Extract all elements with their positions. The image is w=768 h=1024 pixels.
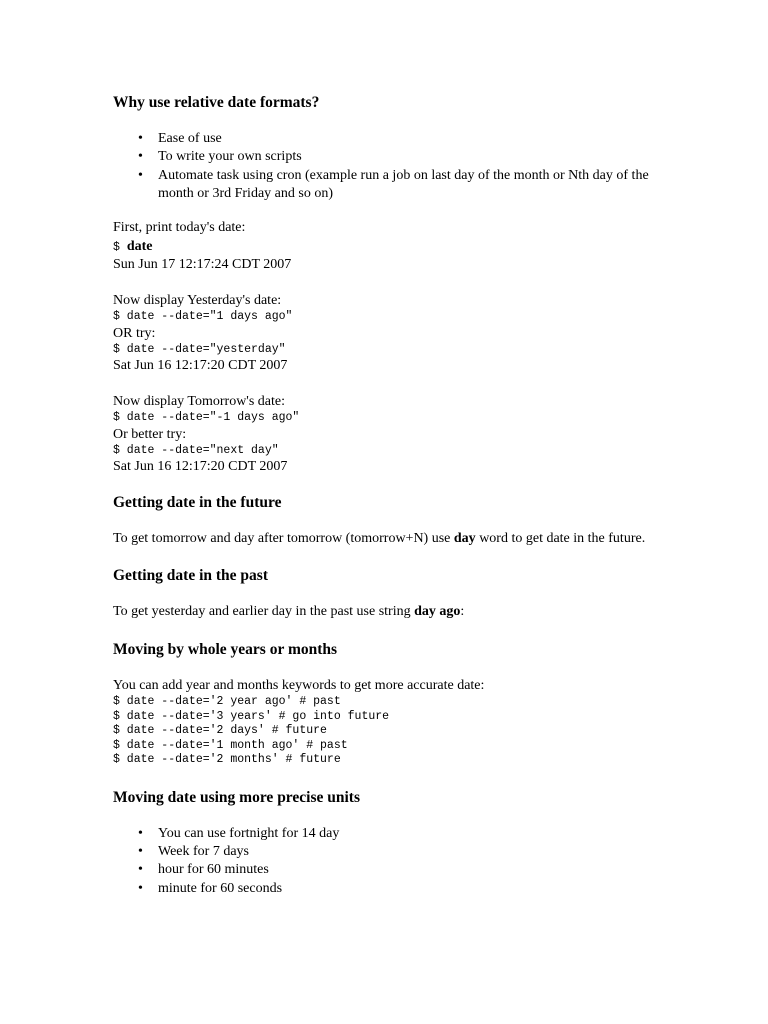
list-item: • You can use fortnight for 14 day bbox=[113, 825, 673, 843]
past-text-before: To get yesterday and earlier day in the past use string bbox=[113, 604, 415, 620]
list-item: • minute for 60 seconds bbox=[113, 880, 673, 898]
years-intro: You can add year and months keywords to get more accurate date: bbox=[113, 678, 485, 694]
today-output: Sun Jun 17 12:17:24 CDT 2007 bbox=[113, 257, 292, 273]
years-command: $ date --date='3 years' # go into future bbox=[113, 709, 390, 723]
heading-precise: Moving date using more precise units bbox=[113, 788, 361, 806]
tomorrow-output: Sat Jun 16 12:17:20 CDT 2007 bbox=[113, 459, 288, 475]
today-command bbox=[113, 237, 673, 256]
list-item: • Automate task using cron (example run a job on last day of the month or Nth day of the month or 3rd Friday and so on) bbox=[113, 167, 673, 204]
yesterday-or: OR try: bbox=[113, 325, 156, 341]
command-bold: date bbox=[126, 239, 153, 255]
tomorrow-command-2: $ date --date="next day" bbox=[113, 443, 279, 457]
list-item: • To write your own scripts bbox=[113, 148, 673, 166]
future-text-bold: day bbox=[453, 531, 476, 547]
future-text-after: word to get date in the future. bbox=[475, 531, 646, 547]
yesterday-command-2: $ date --date="yesterday" bbox=[113, 342, 286, 356]
command-prompt: $ bbox=[113, 241, 127, 255]
list-item: • Ease of use bbox=[113, 130, 673, 148]
yesterday-intro: Now display Yesterday's date: bbox=[113, 293, 282, 309]
precise-list bbox=[113, 825, 673, 898]
tomorrow-command-1: $ date --date="-1 days ago" bbox=[113, 411, 300, 425]
future-text-before: To get tomorrow and day after tomorrow (tomorrow+N) use bbox=[113, 531, 454, 547]
years-command: $ date --date='2 year ago' # past bbox=[113, 695, 341, 709]
why-list bbox=[113, 130, 673, 203]
heading-future: Getting date in the future bbox=[113, 494, 282, 512]
document-page bbox=[113, 93, 673, 898]
tomorrow-intro: Now display Tomorrow's date: bbox=[113, 394, 285, 410]
past-paragraph bbox=[113, 603, 673, 621]
years-command: $ date --date='2 months' # future bbox=[113, 753, 341, 767]
years-command: $ date --date='1 month ago' # past bbox=[113, 738, 348, 752]
yesterday-output: Sat Jun 16 12:17:20 CDT 2007 bbox=[113, 358, 288, 374]
past-text-after: : bbox=[460, 604, 465, 620]
list-item: • Week for 7 days bbox=[113, 843, 673, 861]
today-intro: First, print today's date: bbox=[113, 220, 246, 236]
future-paragraph bbox=[113, 530, 673, 548]
heading-years: Moving by whole years or months bbox=[113, 641, 338, 659]
heading-why: Why use relative date formats? bbox=[113, 94, 320, 111]
list-item: • hour for 60 minutes bbox=[113, 861, 673, 879]
tomorrow-or: Or better try: bbox=[113, 426, 187, 442]
heading-past: Getting date in the past bbox=[113, 567, 268, 585]
past-text-bold: day ago bbox=[414, 604, 461, 620]
years-command: $ date --date='2 days' # future bbox=[113, 724, 327, 738]
yesterday-command-1: $ date --date="1 days ago" bbox=[113, 310, 293, 324]
